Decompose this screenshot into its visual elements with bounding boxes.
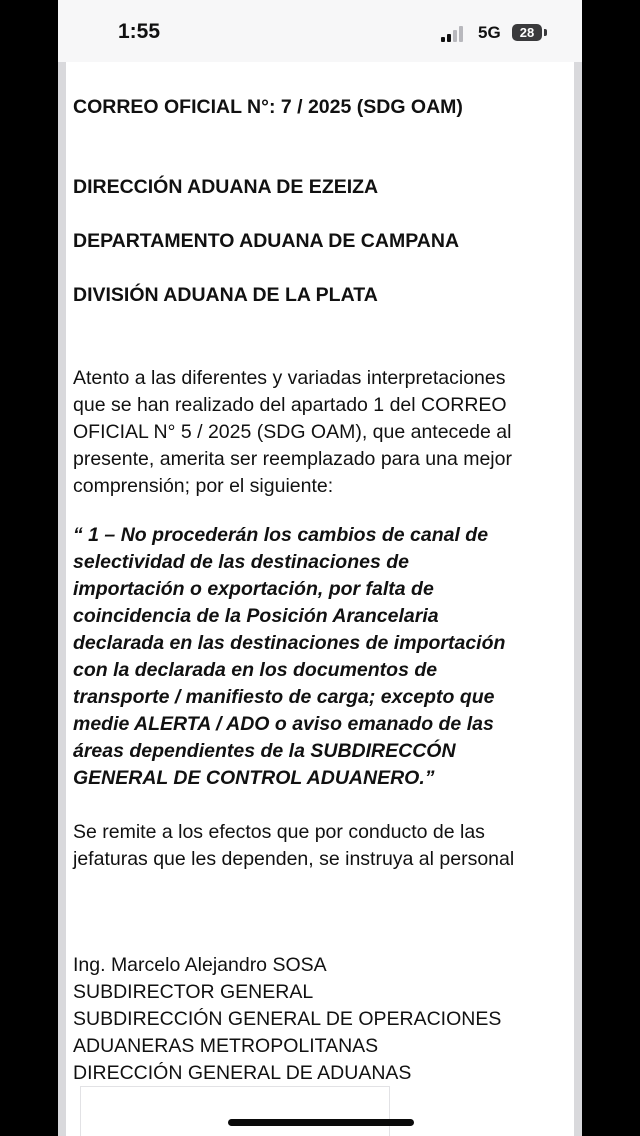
attachment-card	[80, 1086, 390, 1136]
phone-screen	[58, 0, 582, 1136]
quote-line: coincidencia de la Posición Arancelaria	[73, 605, 439, 627]
intro-line: Atento a las diferentes y variadas interpretaciones	[73, 367, 506, 389]
intro-line: presente, amerita ser reemplazado para una mejor	[73, 448, 512, 470]
department-line: DIRECCIÓN ADUANA DE EZEIZA	[73, 176, 379, 198]
network-type: 5G	[478, 23, 501, 42]
quote-line: con la declarada en los documentos de	[73, 659, 438, 681]
signature-name: Ing. Marcelo Alejandro SOSA	[73, 954, 327, 976]
signature-office: ADUANERAS METROPOLITANAS	[73, 1035, 379, 1057]
quote-line: medie ALERTA / ADO o aviso emanado de las	[73, 713, 494, 735]
signature-title: SUBDIRECTOR GENERAL	[73, 981, 314, 1003]
quote-line: GENERAL DE CONTROL ADUANERO.”	[73, 767, 435, 789]
intro-line: que se han realizado del apartado 1 del CORREO	[73, 394, 507, 416]
document-header: CORREO OFICIAL N°: 7 / 2025 (SDG OAM)	[73, 96, 463, 118]
page-margin-right	[574, 62, 582, 1136]
signature-office: SUBDIRECCIÓN GENERAL DE OPERACIONES	[73, 1008, 502, 1030]
quote-line: “ 1 – No procederán los cambios de canal de	[73, 524, 489, 546]
cellular-signal-icon	[441, 26, 467, 42]
status-bar	[58, 0, 582, 62]
department-line: DEPARTAMENTO ADUANA DE CAMPANA	[73, 230, 460, 252]
closing-line: Se remite a los efectos que por conducto de las	[73, 821, 485, 843]
closing-line: jefaturas que les dependen, se instruya al personal	[73, 848, 515, 870]
intro-line: OFICIAL N° 5 / 2025 (SDG OAM), que antecede al	[73, 421, 512, 443]
status-time: 1:55	[118, 20, 161, 43]
battery-tip	[544, 29, 547, 36]
page-margin-left	[58, 62, 66, 1136]
signature-office: DIRECCIÓN GENERAL DE ADUANAS	[73, 1062, 412, 1084]
battery-icon: 28	[512, 24, 542, 41]
quote-line: declarada en las destinaciones de importación	[73, 632, 506, 654]
quote-line: importación o exportación, por falta de	[73, 578, 434, 600]
department-line: DIVISIÓN ADUANA DE LA PLATA	[73, 284, 378, 306]
intro-line: comprensión; por el siguiente:	[73, 475, 334, 497]
document-page[interactable]	[66, 62, 574, 1136]
quote-line: selectividad de las destinaciones de	[73, 551, 409, 573]
home-indicator[interactable]	[228, 1119, 414, 1126]
quote-line: áreas dependientes de la SUBDIRECCÓN	[73, 740, 456, 762]
quote-line: transporte / manifiesto de carga; excepto que	[73, 686, 495, 708]
